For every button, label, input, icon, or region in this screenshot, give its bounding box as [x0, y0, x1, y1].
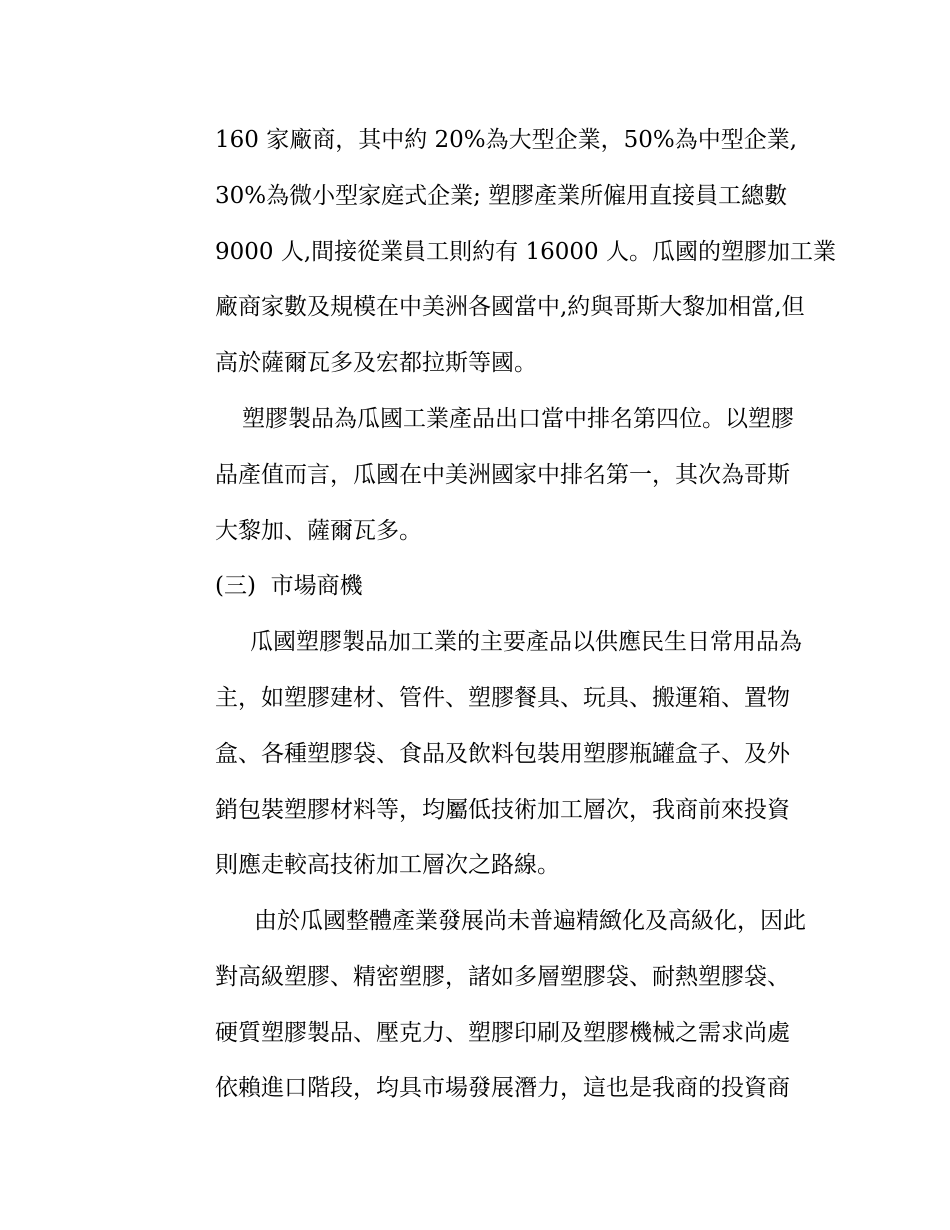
- text-line: 硬質塑膠製品、壓克力、塑膠印刷及塑膠機械之需求尚處: [215, 1020, 790, 1046]
- text-line: 高於薩爾瓦多及宏都拉斯等國。: [215, 350, 537, 376]
- text-line: 30%為微小型家庭式企業; 塑膠產業所僱用直接員工總數: [215, 183, 788, 209]
- text-line: 160 家廠商，其中約 20%為大型企業，50%為中型企業,: [215, 127, 798, 153]
- text-line: 對高級塑膠、精密塑膠，諸如多層塑膠袋、耐熱塑膠袋、: [215, 964, 790, 990]
- text-line: 主，如塑膠建材、管件、塑膠餐具、玩具、搬運箱、置物: [215, 685, 790, 711]
- text-line: 廠商家數及規模在中美洲各國當中,約與哥斯大黎加相當,但: [215, 294, 805, 320]
- text-line: 9000 人,間接從業員工則約有 16000 人。瓜國的塑膠加工業: [215, 239, 836, 265]
- text-line: 銷包裝塑膠材料等，均屬低技術加工層次，我商前來投資: [215, 797, 790, 823]
- text-line: 瓜國塑膠製品加工業的主要產品以供應民生日常用品為: [250, 629, 802, 655]
- text-line: 則應走較高技術加工層次之路線。: [215, 852, 560, 878]
- text-line: 品產值而言，瓜國在中美洲國家中排名第一，其次為哥斯: [215, 462, 790, 488]
- section-heading: (三) 市場商機: [215, 573, 363, 599]
- text-line: 塑膠製品為瓜國工業產品出口當中排名第四位。以塑膠: [242, 406, 794, 432]
- text-line: 由於瓜國整體產業發展尚未普遍精緻化及高級化，因此: [254, 908, 806, 934]
- text-line: 盒、各種塑膠袋、食品及飲料包裝用塑膠瓶罐盒子、及外: [215, 741, 790, 767]
- text-line: 大黎加、薩爾瓦多。: [215, 518, 422, 544]
- text-line: 依賴進口階段，均具市場發展潛力，這也是我商的投資商: [215, 1075, 790, 1101]
